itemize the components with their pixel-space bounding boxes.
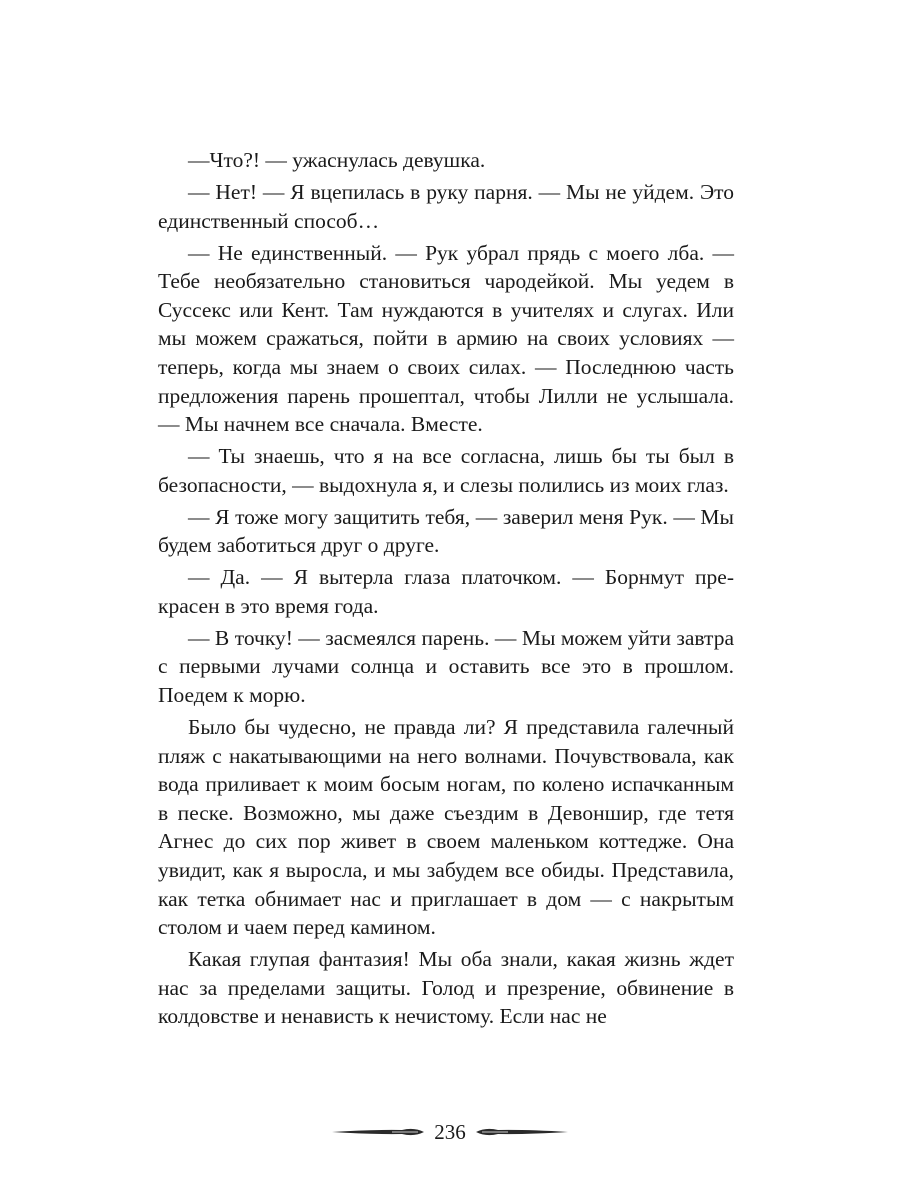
paragraph: Было бы чудесно, не правда ли? Я представила галечный пляж с накатывающими на него волнами. Почувствовала, как вода приливает к моим босым ногам, по колено испачканным в песке. Возможно, мы даже съездим в Девоншир, где тетя Агнес до сих пор живет в своем маленьком коттедже. Она увидит, как я выросла, и мы забудем все обиды. Представила, как тетка обнимает нас и приглашает в дом — с накрытым столом и чаем перед камином.: [158, 715, 734, 940]
body-text: [158, 146, 734, 1034]
paragraph: — В точку! — засмеялся парень. — Мы можем уйти завтра с первыми лучами солнца и оставить все это в прошлом. Поедем к морю.: [158, 625, 734, 708]
paragraph: — Да. — Я вытерла глаза платочком. — Борнмут прекрасен в это время года.: [158, 565, 734, 618]
page-number: 236: [434, 1120, 466, 1144]
page-footer: [0, 1117, 900, 1147]
paragraph: — Не единственный. — Рук убрал прядь с моего лба. — Тебе необязательно становиться чародейкой. Мы уедем в Суссекс или Кент. Там нуждаются в учителях и слугах. Или мы можем сражаться, пойти в армию на своих условиях — теперь, когда мы знаем о своих силах. — Последнюю часть предложения парень прошептал, чтобы Лилли не услышала. — Мы начнем все сначала. Вместе.: [158, 240, 734, 437]
left-ornament-icon: [332, 1125, 424, 1139]
paragraph: — Ты знаешь, что я на все согласна, лишь бы ты был в безопасности, — выдохнула я, и слезы полились из моих глаз.: [158, 444, 734, 497]
paragraph: — Я тоже могу защитить тебя, — заверил меня Рук. — Мы будем заботиться друг о друге.: [158, 504, 734, 558]
paragraph: —Что?! — ужаснулась девушка.: [188, 148, 486, 172]
right-ornament-icon: [476, 1125, 568, 1139]
paragraph: Какая глупая фантазия! Мы оба знали, какая жизнь ждет нас за пределами защиты. Голод и презрение, обвинение в колдовстве и ненависть к нечистому. Если нас не: [158, 947, 734, 1029]
paragraph: — Нет! — Я вцепилась в руку парня. — Мы не уйдем. Это единственный способ…: [158, 179, 734, 233]
